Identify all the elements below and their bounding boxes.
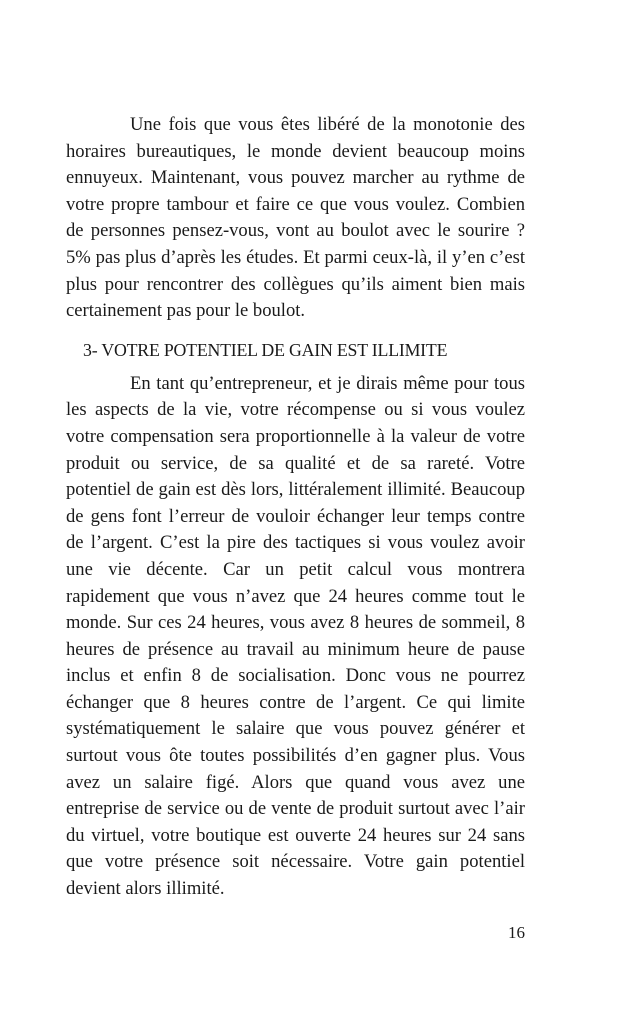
section-heading: 3- VOTRE POTENTIEL DE GAIN EST ILLIMITE [83,339,448,360]
intro-paragraph: Une fois que vous êtes libéré de la monotonie des horaires bureautiques, le monde devient beaucoup moins ennuyeux. Maintenant, vous pouvez marcher au rythme de votre propre tambour et faire ce que vous voulez. Combien de personnes pensez-vous, vont au boulot avec le sourire ? 5% pas plus d’après les études. Et parmi ceux-là, il y’en c’est plus pour rencontrer des collègues qu’ils aiment bien mais certainement pas pour le boulot. [66,114,525,322]
body-paragraph: En tant qu’entrepreneur, et je dirais même pour tous les aspects de la vie, votre récompense ou si vous voulez votre compensation sera proportionnelle à la valeur de votre produit ou service, de sa qualité et de sa rareté. Votre potentiel de gain est dès lors, littéralement illimité. Beaucoup de gens font l’erreur de vouloir échanger leur temps contre de l’argent. C’est la pire des tactiques si vous voulez avoir une vie décente. Car un petit calcul vous montrera rapidement que vous n’avez que 24 heures comme tout le monde. Sur ces 24 heures, vous avez 8 heures de sommeil, 8 heures de présence au travail au minimum heure de pause inclus et enfin 8 de socialisation. Donc vous ne pourrez échanger que 8 heures contre de l’argent. Ce qui limite systématiquement le salaire que vous pouvez générer et surtout vous ôte toutes possibilités d’en gagner plus. Vous avez un salaire figé. Alors que quand vous avez une entreprise de service ou de vente de produit surtout avec l’air du virtuel, votre boutique est ouverte 24 heures sur 24 sans que votre présence soit nécessaire. Votre gain potentiel devient alors illimité. [66,372,525,900]
page-body [66,112,525,903]
page-number: 16 [508,923,525,942]
